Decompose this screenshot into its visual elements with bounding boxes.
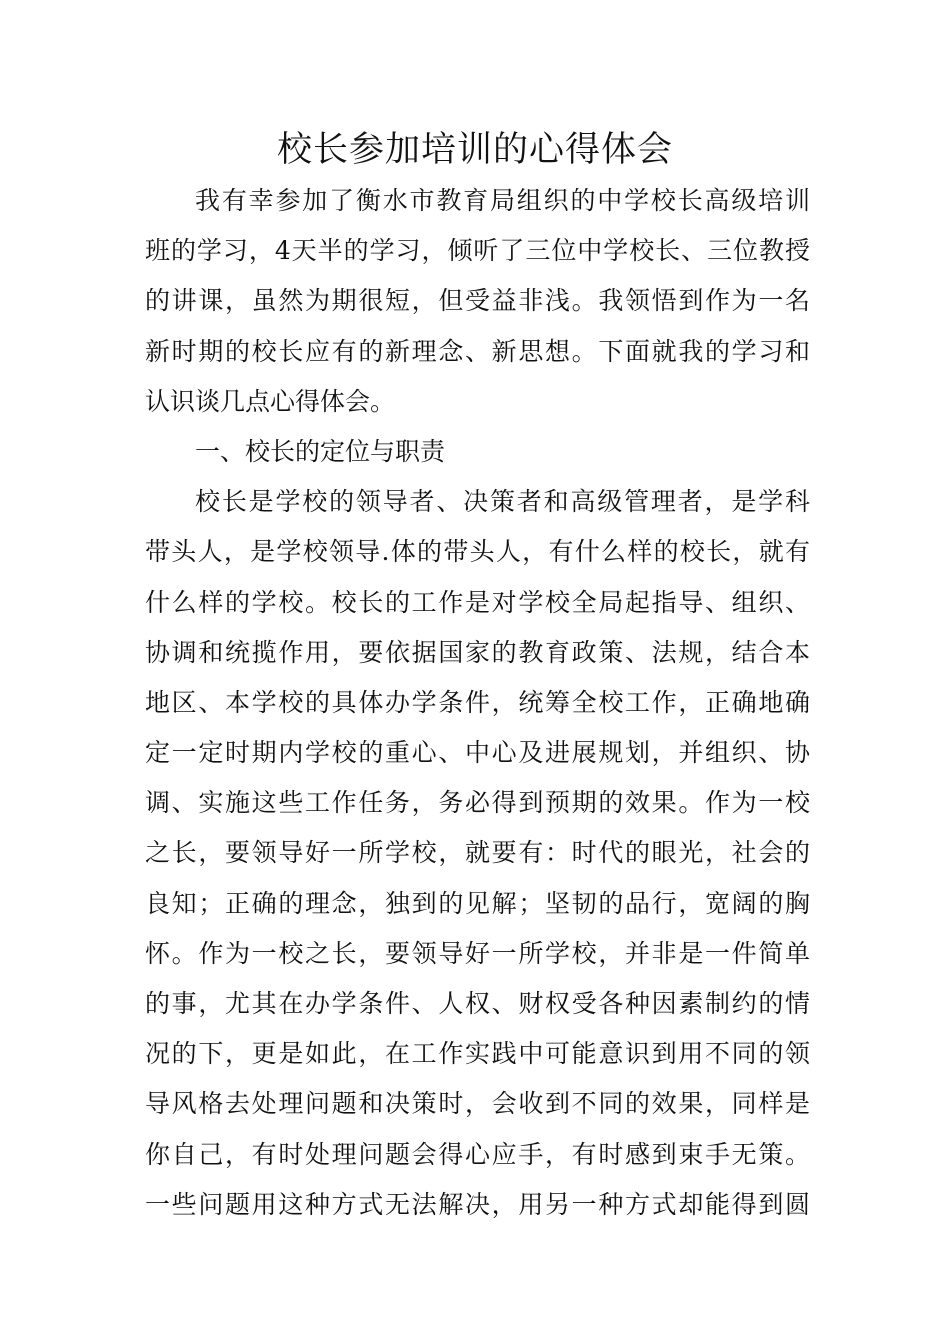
text-line: 认识谈几点心得体会。 [145,386,396,416]
text-line: 校长是学校的领导者、决策者和高级管理者，是学科 [195,487,810,517]
text-line: 怀。作为一校之长，要领导好一所学校，并非是一件简单 [145,938,810,968]
section-heading: 一、校长的定位与职责 [195,436,446,466]
text-line: 你自己，有时处理问题会得心应手，有时感到束手无策。 [145,1139,810,1169]
text-line: 调、实施这些工作任务，务必得到预期的效果。作为一校 [145,788,810,818]
text-line: 的讲课，虽然为期很短，但受益非浅。我领悟到作为一名 [145,286,810,316]
text-line: 我有幸参加了衡水市教育局组织的中学校长高级培训 [195,186,810,215]
text-line: 什么样的学校。校长的工作是对学校全局起指导、组织、 [145,587,810,617]
text-line: 地区、本学校的具体办学条件，统筹全校工作，正确地确 [145,687,810,717]
text-line: 况的下，更是如此，在工作实践中可能意识到用不同的领 [145,1039,810,1069]
text-line: 导风格去处理问题和决策时，会收到不同的效果，同样是 [145,1089,810,1119]
text-line: 新时期的校长应有的新理念、新思想。下面就我的学习和 [145,336,810,366]
text-line: 带头人，是学校领导.体的带头人，有什么样的校长，就有 [145,537,810,567]
text-line: 的事，尤其在办学条件、人权、财权受各种因素制约的情 [145,989,810,1018]
text-line: 定一定时期内学校的重心、中心及进展规划，并组织、协 [145,738,810,768]
document-title: 校长参加培训的心得体会 [276,130,673,170]
text-line: 班的学习，4天半的学习，倾听了三位中学校长、三位教授 [145,236,810,266]
text-line: 之长，要领导好一所学校，就要有：时代的眼光，社会的 [145,838,810,868]
text-line: 良知；正确的理念，独到的见解；坚韧的品行，宽阔的胸 [145,888,810,918]
text-line: 协调和统揽作用，要依据国家的教育政策、法规，结合本 [145,637,810,667]
document-body [145,176,810,1230]
text-line: 一些问题用这种方式无法解决，用另一种方式却能得到圆 [145,1189,810,1219]
